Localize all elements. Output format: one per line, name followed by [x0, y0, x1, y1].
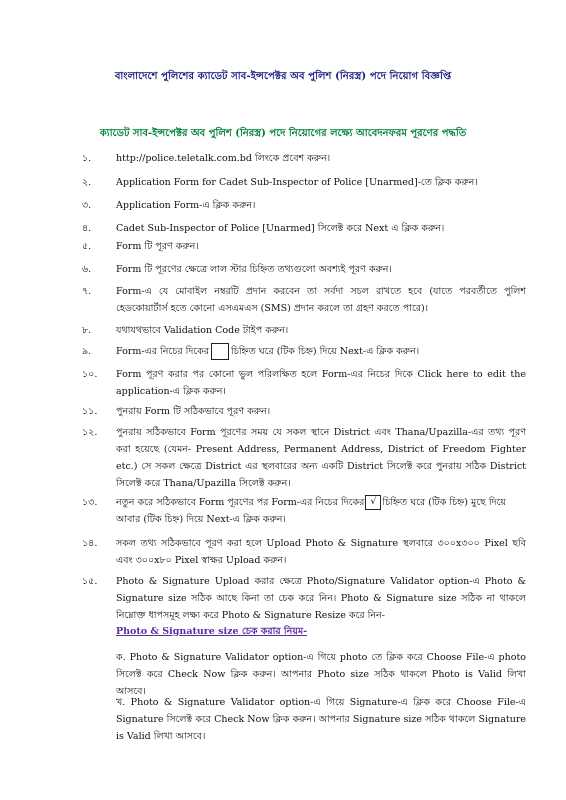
step-number: ৩. [82, 200, 92, 211]
step-text: Cadet Sub-Inspector of Police [Unarmed] সিলেক্ট করে Next এ ক্লিক করুন। [116, 223, 445, 234]
step-text [116, 494, 526, 528]
step-text: যথাযথভাবে Validation Code টাইপ করুন। [116, 325, 289, 336]
step-number: ১৪. [82, 538, 98, 549]
step-number: ১০. [82, 369, 98, 380]
step-text: Form পূরণ করার পর কোনো ভুল পরিলক্ষিত হলে Form-এর নিচের দিকে Click here to edit the application-এ ক্লিক করুন। [116, 369, 526, 397]
step-text: Application Form for Cadet Sub-Inspector of Police [Unarmed]-তে ক্লিক করুন। [116, 177, 478, 188]
step-number: ৭. [82, 286, 92, 297]
step-text: Form টি পূরণের ক্ষেত্রে লাল স্টার চিহ্নিত তথ্যগুলো অবশ্যই পূরণ করুন। [116, 264, 392, 275]
step-number: ৯. [82, 346, 92, 357]
step-number: ৬. [82, 264, 92, 275]
step-text [116, 343, 526, 360]
step-number: ১৩. [82, 497, 98, 508]
tick-checkbox-illustration: √ [365, 495, 381, 510]
step-text: পুনরায় Form টি সঠিকভাবে পূরণ করুন। [116, 406, 271, 417]
step-text: http://police.teletalk.com.bd লিংকে প্রবেশ করুন। [116, 153, 331, 164]
step-text: পুনরায় সঠিকভাবে Form পূরণের সময় যে সকল স্থানে District এবং Thana/Upazilla-এর তথ্য পূরণ করা হয়েছে (যেমন- Present Address, Permanent Address, District of Freedom Fighter etc.) সে সকল ক্ষেত্রে District এর স্থলবারের অন্য একটি District সিলেক্ট করে পুনরায় সঠিক District সিলেক্ট করে Thana/Upazilla সিলেক্ট করুন। [116, 427, 526, 489]
step-text: সকল তথ্য সঠিকভাবে পূরণ করা হলে Upload Photo & Signature স্থলবারে ৩০০x৩০০ Pixel ছবি এবং ৩০০x৮০ Pixel স্বাক্ষর Upload করুন। [116, 538, 526, 566]
page-title: বাংলাদেশে পুলিশের ক্যাডেট সাব-ইন্সপেক্টর অব পুলিশ (নিরস্ত্র) পদে নিয়োগ বিজ্ঞপ্তি [114, 71, 452, 82]
step-number: ১১. [82, 406, 98, 417]
step-number: ১. [82, 153, 92, 164]
step-text: Application Form-এ ক্লিক করুন। [116, 200, 256, 211]
step-text-part: চিহ্নিত ঘরে (টিক চিহ্ন) মুছে দিয়ে আবার (টিক চিহ্ন) দিয়ে Next-এ ক্লিক করুন। [116, 497, 507, 525]
step-number: ৪. [82, 223, 92, 234]
step-text-part: নতুন করে সঠিকভাবে Form পূরণের পর Form-এর নিচের দিকের [116, 497, 365, 508]
step-number: ১৫. [82, 576, 98, 587]
rules-heading: Photo & Signature size চেক করার নিয়ম- [116, 626, 308, 637]
step-text-part: চিহ্নিত ঘরে (টিক চিহ্ন) দিয়ে Next-এ ক্লিক করুন। [231, 346, 420, 357]
step-number: ৮. [82, 325, 92, 336]
step-number: ২. [82, 177, 92, 188]
step-text: Form টি পূরণ করুন। [116, 241, 199, 252]
checkbox-illustration [211, 343, 229, 360]
step-text-part: Form-এর নিচের দিকের [116, 346, 209, 357]
section-subtitle: ক্যাডেট সাব-ইন্সপেক্টর অব পুলিশ (নিরস্ত্র) পদে নিয়োগের লক্ষ্যে আবেদনফরম পূরণের পদ্ধতি [99, 128, 467, 139]
step-text: Photo & Signature Upload করার ক্ষেত্রে Photo/Signature Validator option-এ Photo & Signature size সঠিক আছে কিনা তা চেক করে নিন। Photo & Signature size সঠিক না থাকলে নিম্নোক্ত ধাপসমূহ লক্ষ্য করে Photo & Signature Resize করে নিন- [116, 576, 526, 621]
step-number: ৫. [82, 241, 92, 252]
rule-paragraph: খ. Photo & Signature Validator option-এ গিয়ে Signature-এ ক্লিক করে Choose File-এ Signature সিলেক্ট করে Check Now ক্লিক করুন। আপনার Signature size সঠিক থাকলে Signature is Valid লিখা আসবে। [116, 697, 526, 742]
step-text: Form-এ যে মোবাইল নম্বরটি প্রদান করবেন তা সর্বদা সচল রাখতে হবে (যাতে পরবর্তীতে পুলিশ হেডকোয়ার্টার্স হতে কোনো এসএমএস (SMS) প্রদান করলে তা গ্রহণ করতে পারে)। [116, 286, 526, 314]
step-number: ১২. [82, 427, 98, 438]
rule-paragraph: ক. Photo & Signature Validator option-এ গিয়ে photo তে ক্লিক করে Choose File-এ photo সিলেক্ট করে Check Now ক্লিক করুন। আপনার Photo size সঠিক থাকলে Photo is Valid লিখা আসবে। [116, 652, 526, 697]
